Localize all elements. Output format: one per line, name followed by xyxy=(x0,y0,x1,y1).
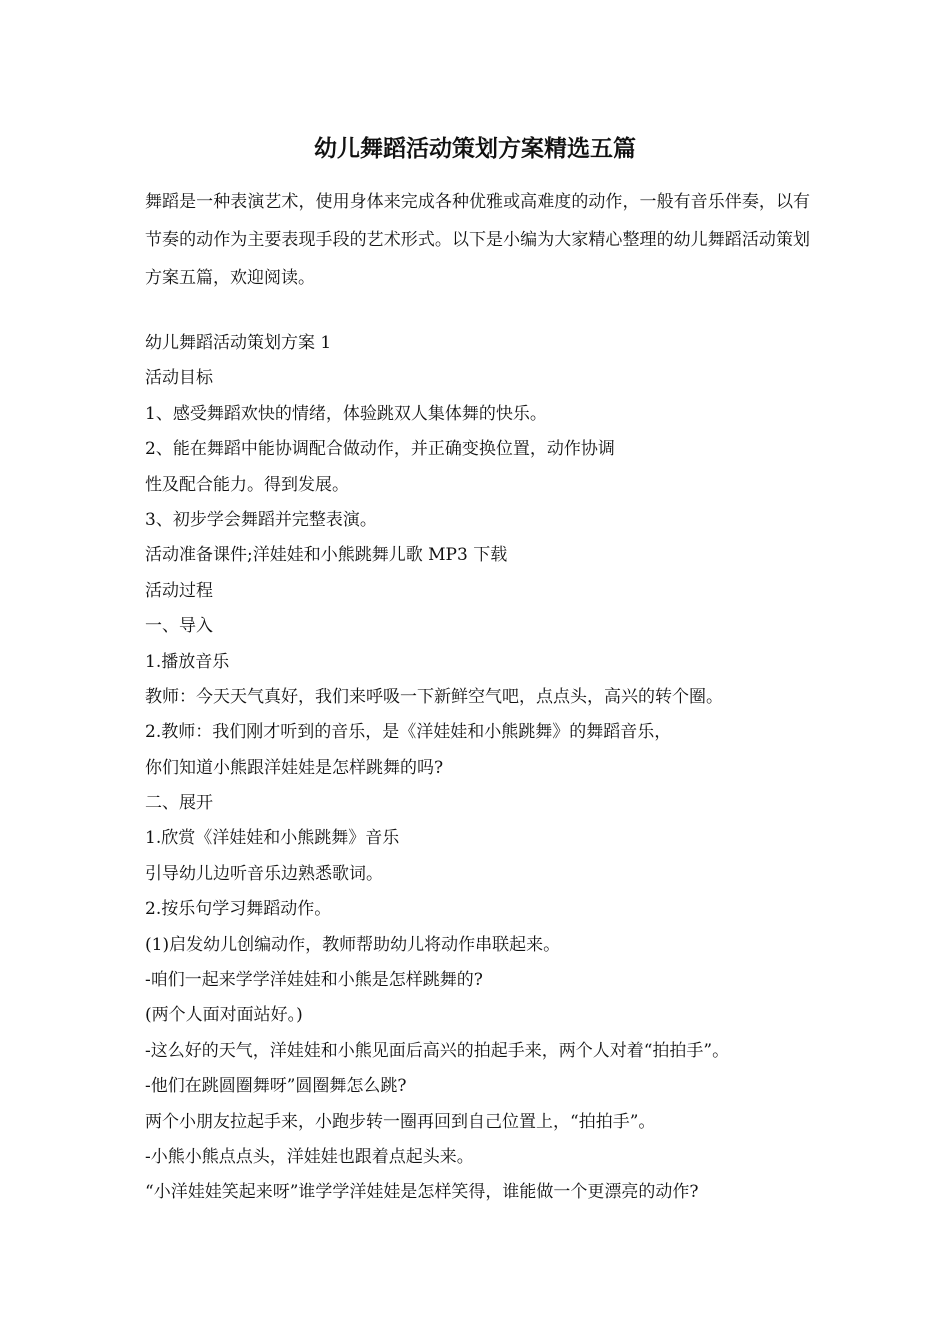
text-line: 2.按乐句学习舞蹈动作。 xyxy=(145,899,332,920)
text-line: 活动准备课件;洋娃娃和小熊跳舞儿歌 MP3 下载 xyxy=(145,545,508,566)
text-line: 3、初步学会舞蹈并完整表演。 xyxy=(145,509,377,530)
text-line: 2、能在舞蹈中能协调配合做动作，并正确变换位置，动作协调 xyxy=(145,439,615,460)
section-heading: 幼儿舞蹈活动策划方案 1 xyxy=(145,333,332,353)
text-line: -他们在跳圆圈舞呀”圆圈舞怎么跳? xyxy=(145,1076,407,1097)
text-line: 1.欣赏《洋娃娃和小熊跳舞》音乐 xyxy=(145,828,400,849)
text-line: 1.播放音乐 xyxy=(145,651,230,672)
document-title: 幼儿舞蹈活动策划方案精选五篇 xyxy=(314,135,636,162)
text-line: -小熊小熊点点头，洋娃娃也跟着点起头来。 xyxy=(145,1146,474,1167)
text-line: 一、导入 xyxy=(145,616,213,637)
text-line: 性及配合能力。得到发展。 xyxy=(145,474,349,495)
text-line: 2.教师：我们刚才听到的音乐，是《洋娃娃和小熊跳舞》的舞蹈音乐， xyxy=(145,722,672,743)
text-line: 两个小朋友拉起手来，小跑步转一圈再回到自己位置上，“拍拍手”。 xyxy=(145,1111,656,1132)
text-line: 你们知道小熊跟洋娃娃是怎样跳舞的吗? xyxy=(145,757,444,778)
text-line: (两个人面对面站好。) xyxy=(145,1005,303,1026)
text-line: 教师：今天天气真好，我们来呼吸一下新鲜空气吧，点点头，高兴的转个圈。 xyxy=(145,686,723,707)
text-line: -咱们一起来学学洋娃娃和小熊是怎样跳舞的? xyxy=(145,970,483,991)
text-line: 1、感受舞蹈欢快的情绪，体验跳双人集体舞的快乐。 xyxy=(145,403,547,424)
text-line: “小洋娃娃笑起来呀”谁学学洋娃娃是怎样笑得，谁能做一个更漂亮的动作? xyxy=(145,1182,699,1203)
intro-paragraph: 舞蹈是一种表演艺术，使用身体来完成各种优雅或高难度的动作，一般有音乐伴奏，以有节奏的动作为主要表现手段的艺术形式。以下是小编为大家精心整理的幼儿舞蹈活动策划方案五篇，欢迎阅读。 xyxy=(145,192,810,288)
text-line: 二、展开 xyxy=(145,793,213,814)
text-line: 引导幼儿边听音乐边熟悉歌词。 xyxy=(145,863,383,884)
body-text xyxy=(145,326,835,1211)
text-line: -这么好的天气，洋娃娃和小熊见面后高兴的拍起手来，两个人对着“拍拍手”。 xyxy=(145,1040,730,1061)
text-line: 活动目标 xyxy=(145,368,213,389)
text-line: (1)启发幼儿创编动作，教师帮助幼儿将动作串联起来。 xyxy=(145,934,561,955)
text-line: 活动过程 xyxy=(145,580,213,601)
